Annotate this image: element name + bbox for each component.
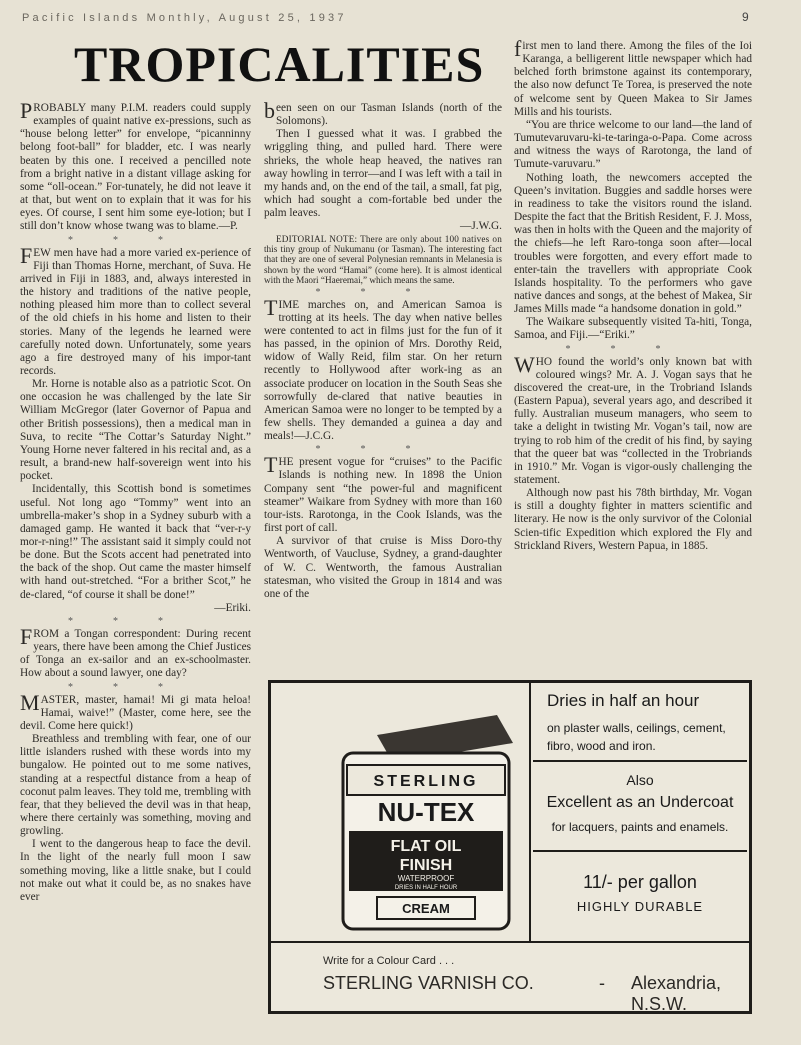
tin-colour: CREAM xyxy=(402,901,450,916)
paragraph: A survivor of that cruise is Miss Doro-thy Wentworth, of Vaucluse, Sydney, a grand-daughter of W. C. Wentworth, the famous Australian statesman, who visited the Group in 1814 and was one of the xyxy=(264,535,502,600)
column-1 xyxy=(20,98,251,904)
tin-name: NU-TEX xyxy=(377,797,475,827)
paragraph: WHO found the world’s only known bat with coloured wings? Mr. A. J. Vogan says that he discovered the creat-ure, in the Trobriand Islands (Eastern Papua), several years ago, and described it fully. Australian museum managers, who seem to take a delight in twisting Mr. Vogan’s tail, now are trying to rob him of the credit of his find, by saying that the queer bat was “collected in the Trobriands in 1910.” Mr. Vogan is vigor-ously challenging the statement. xyxy=(514,351,752,486)
ad-durable: HIGHLY DURABLE xyxy=(576,899,704,914)
ad-undercoat: Excellent as an Undercoat xyxy=(546,794,734,811)
ad-company: STERLING VARNISH CO. xyxy=(323,973,534,993)
ad-write: Write for a Colour Card . . . xyxy=(323,955,455,967)
ad-dash: - xyxy=(599,973,605,993)
tin-brand: STERLING xyxy=(373,773,479,790)
section-divider: *** xyxy=(68,681,203,693)
paragraph: Mr. Horne is notable also as a patriotic Scot. On one occasion he was challenged by the late Sir William McGregor (later Governor of Papua and other British possessions), then a medical man in Suva, to recite “The Cottar’s Saturday Night.” Young Horne never faltered in his recital and, as a result, a brand-new half-sovereign went into his pocket. xyxy=(20,378,251,483)
ad-also: Also xyxy=(626,772,654,788)
signature: —J.W.G. xyxy=(460,220,502,233)
running-head: Pacific Islands Monthly, August 25, 1937 xyxy=(22,12,347,24)
section-divider: *** xyxy=(565,343,701,355)
tin-line-2: FINISH xyxy=(399,857,453,874)
paragraph: I went to the dangerous heap to face the devil. In the light of the nearly full moon I saw something moving, like a little snake, but I could not make out what it could be, as no snakes have ever xyxy=(20,838,251,903)
paragraph: Then I guessed what it was. I grabbed the wriggling thing, and pulled hard. There were shrieks, the whole heap heaved, the natives ran away howling in terror—and I was left with a tail in my hands and, on the end of the tail, a small, fat pig, which had sought a com-fortable bed under the palm leaves. xyxy=(264,128,502,220)
paragraph: MASTER, master, hamai! Mi gi mata heloa! Hamai, waive!” (Master, come here, see the devil. Come here quick!) xyxy=(20,689,251,732)
advertisement xyxy=(268,680,752,1014)
ad-town: Alexandria, N.S.W. xyxy=(631,973,722,1014)
paragraph: TIME marches on, and American Samoa is trotting at its heels. The day when native belles were contented to act in films just for the fun of it has passed, in the opinion of Mrs. Dorothy Reid, widow of Wally Reid, film star. On her return recently to Hollywood after work-ing as an associate producer on location in the South Seas she sorrowfully de-clared that native beauties in American Samoa were no longer to be tempted by a few shells. They demanded a guinea a day and meals!—J.C.G. xyxy=(264,294,502,443)
tin-line-3: WATERPROOF xyxy=(397,874,455,883)
paragraph: The Waikare subsequently visited Ta-hiti, Tonga, Samoa, and Fiji.—“Eriki.” xyxy=(514,316,752,342)
ad-lacquers: for lacquers, paints and enamels. xyxy=(551,820,729,834)
ad-panel xyxy=(533,762,747,852)
paragraph: first men to land there. Among the files of the Ioi Karanga, a belligerent little newspaper which had belched forth brimstone against its contemporary, the also now defunct Te Torea, is preserved the note of welcome sent by Queen Makea to Sir James Mills and his tourists. xyxy=(514,36,752,118)
ad-dries: Dries in half an hour xyxy=(547,691,700,710)
paragraph: FROM a Tongan correspondent: During recent years, there have been among the Chief Justices of Tonga an ex-sailor and an ex-schoolmaster. How about a sound lawyer, one day? xyxy=(20,623,251,680)
paragraph: Incidentally, this Scottish bond is sometimes useful. Not long ago “Tommy” went into an umbrella-maker’s shop in a Sydney suburb with a damaged gamp. He wanted it back that “ver-r-y mor-r-ning!” The assistant said it simply could not be done. But the Scots accent had penetrated into the back of the shop. Out came the master himself with hand out-stretched. “For a brither Scot,” he de-clared, “of course it shall be done!” xyxy=(20,483,251,601)
paragraph: FEW men have had a more varied ex-perience of Fiji than Thomas Horne, merchant, of Suva. He arrived in Fiji in 1883, and, always interested in the history and traditions of the native people, nothing pleased him more than to collect several of the old chiefs in his home and listen to their stories. Many of the legends he learned were carefully noted down. Unfortunately, some years ago a fire destroyed many of his impor-tant records. xyxy=(20,242,251,377)
ad-divider xyxy=(529,683,531,941)
paragraph: been seen on our Tasman Islands (north of the Solomons). xyxy=(264,98,502,128)
tin-line-4: DRIES IN HALF HOUR xyxy=(394,885,458,891)
ad-footer xyxy=(271,945,749,1014)
ad-divider xyxy=(271,941,749,943)
section-divider: *** xyxy=(68,234,203,246)
paint-tin-illustration xyxy=(337,713,517,935)
paragraph: Although now past his 78th birthday, Mr. Vogan is still a doughty fighter in matters scientific and literary. He now is the only survivor of the Colonial Scien-tific Expedition which explored the Fly and Strickland Rivers, Western Papua, in 1885. xyxy=(514,487,752,552)
paragraph: Breathless and trembling with fear, one of our little islanders rushed with these words into my bungalow. He pointed out to me some natives, standing at a respectful distance from a heap of coconut palm leaves. They told me, trembling with fear, that they believed the devil was in that heap, where there certainly was something, moving and growling. xyxy=(20,733,251,838)
section-title: TROPICALITIES xyxy=(74,36,485,92)
editorial-note: EDITORIAL NOTE: There are only about 100 natives on this tiny group of Nukumanu (or Tasman). The interesting fact that they are one of several Polynesian remnants in Melanesia is shown by the word “Hamai” (come here). It is almost identical with the Maori “Haeremai,” which means the same. xyxy=(264,233,502,286)
paragraph: “You are thrice welcome to our land—the land of Tumutevaruvaru-ki-te-taringa-o-Papa. Come across and witness the ways of Rarotonga, the land of Tumute-varuvaru.” xyxy=(514,118,752,171)
section-divider: *** xyxy=(315,444,451,456)
section-divider: *** xyxy=(68,615,203,627)
paragraph: PROBABLY many P.I.M. readers could supply examples of quaint native ex-pressions, such as “house belong letter” for envelope, “picanninny belong foot-ball” for bladder, etc. I was nearly beaten by this one. I received a pencilled note from a bright native in a distant village asking for some “oll-ocean.” For-tunately, he did not leave it at that, but went on to explain that it was for his eyes. Of course, I sent him some eye-lotion; but I still don’t know whose twang was to blame.—P. xyxy=(20,98,251,233)
signature: —Eriki. xyxy=(214,601,251,614)
page-number: 9 xyxy=(742,10,749,24)
column-3 xyxy=(514,36,752,553)
column-2 xyxy=(264,98,502,601)
ad-surfaces: on plaster walls, ceilings, cement, fibro, wood and iron. xyxy=(547,721,726,753)
tin-line-1: FLAT OIL xyxy=(390,838,462,855)
section-divider: *** xyxy=(315,286,451,298)
ad-panel xyxy=(533,852,747,941)
ad-price: 11/- per gallon xyxy=(583,872,697,892)
paragraph: Nothing loath, the newcomers accepted the Queen’s invitation. Buggies and saddle horses were in readiness to take the visitors round the island. Despite the fact that the British Resident, F. J. Moss, was then in holts with the Queen and the majority of the chiefs—he left Raro-tonga soon after—local troubles were forgotten, and every effort made to enter-tain the travellers with appropriate Cook Islands hospitality. To the performers who gave native dances and songs, at the behest of Makea, Sir James Mills made “a handsome donation in gold.” xyxy=(514,171,752,316)
ad-panel xyxy=(533,683,747,762)
paragraph: THE present vogue for “cruises” to the Pacific Islands is nothing new. In 1898 the Union Company sent “the power-ful and magnificent steamer” Waikare from Sydney with more than 160 tour-ists. Rarotonga, in the Cook Islands, was the first port of call. xyxy=(264,452,502,535)
